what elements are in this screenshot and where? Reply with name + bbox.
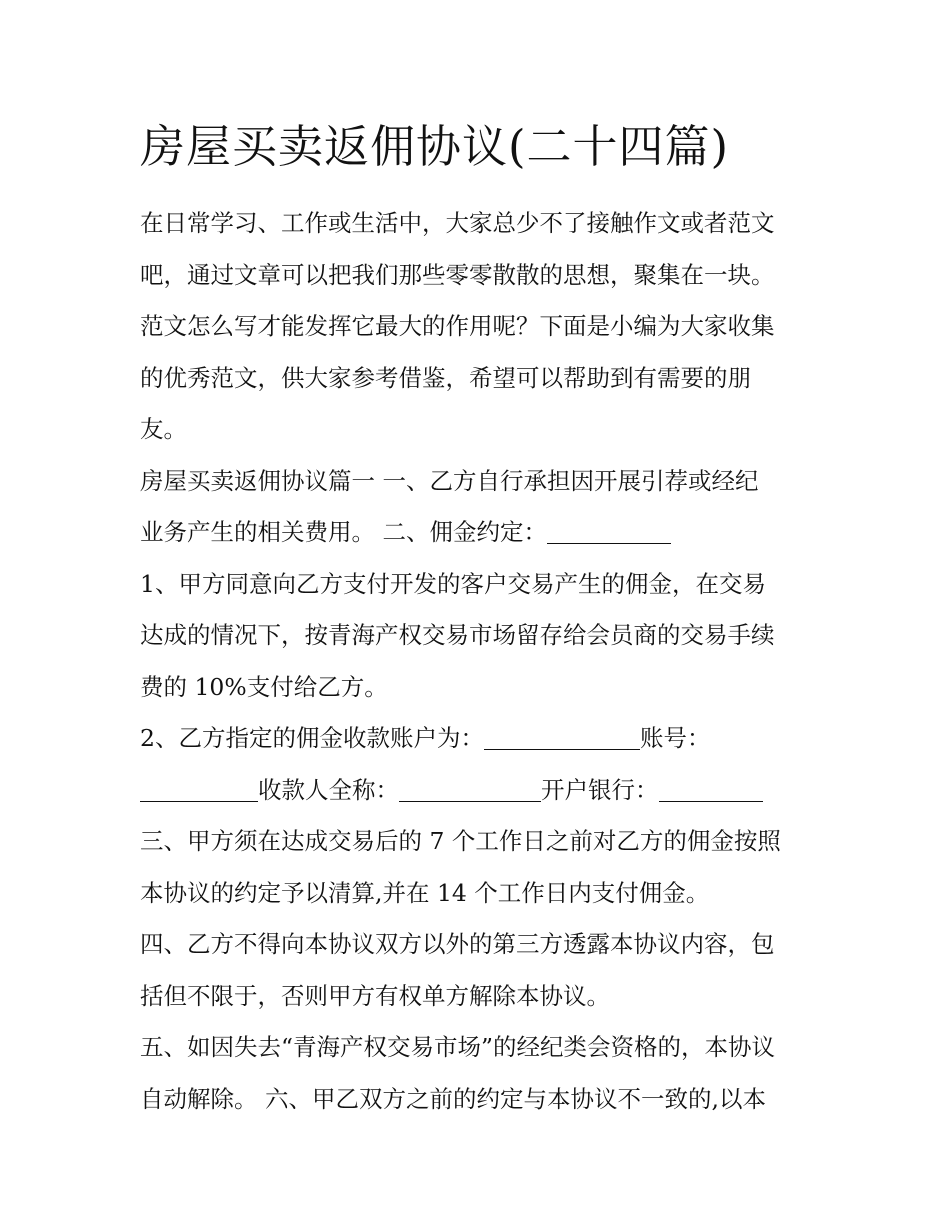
account-label: 账号： [639, 724, 711, 752]
intro-line: 友。 [140, 415, 187, 443]
section1-line: 房屋买卖返佣协议篇一 一、乙方自行承担因开展引荐或经纪 [140, 466, 759, 495]
clause1-line: 达成的情况下，按青海产权交易市场留存给会员商的交易手续 [140, 621, 775, 649]
intro-line: 吧，通过文章可以把我们那些零零散散的思想，聚集在一块。 [140, 260, 775, 289]
payee-name-blank [399, 777, 541, 802]
account-prefix: 2、乙方指定的佣金收款账户为： [140, 724, 484, 752]
document-title: 房屋买卖返佣协议(二十四篇) [140, 120, 730, 173]
intro-line: 的优秀范文，供大家参考借鉴，希望可以帮助到有需要的朋 [140, 363, 751, 392]
clause2-line [140, 713, 820, 765]
document-body [140, 198, 820, 1125]
account-number-blank [140, 777, 258, 802]
clause1-line: 费的 10%支付给乙方。 [140, 672, 388, 701]
intro-line: 范文怎么写才能发挥它最大的作用呢？下面是小编为大家收集 [140, 312, 775, 340]
commission-heading: 业务产生的相关费用。 二、佣金约定： [140, 518, 547, 546]
clause5-line: 五、如因失去“青海产权交易市场”的经纪类会资格的，本协议 [140, 1033, 776, 1061]
clause3-line: 本协议的约定予以清算,并在 14 个工作日内支付佣金。 [140, 878, 710, 907]
payee-label: 收款人全称： [258, 775, 399, 804]
clause4-line: 四、乙方不得向本协议双方以外的第三方透露本协议内容，包 [140, 930, 775, 958]
payee-account-blank [484, 725, 640, 750]
clause4-line: 括但不限于，否则甲方有权单方解除本协议。 [140, 981, 610, 1010]
clause2-line [140, 765, 820, 817]
clause1-line: 1、甲方同意向乙方支付开发的客户交易产生的佣金，在交易 [140, 569, 766, 598]
bank-blank [659, 777, 763, 802]
clause5-line: 自动解除。 六、甲乙双方之前的约定与本协议不一致的,以本 [140, 1084, 766, 1113]
clause3-line: 三、甲方须在达成交易后的 7 个工作日之前对乙方的佣金按照 [140, 827, 781, 855]
commission-blank [547, 519, 671, 544]
section1-line [140, 507, 820, 559]
bank-label: 开户银行： [541, 775, 659, 804]
intro-line: 在日常学习、工作或生活中，大家总少不了接触作文或者范文 [140, 209, 775, 237]
